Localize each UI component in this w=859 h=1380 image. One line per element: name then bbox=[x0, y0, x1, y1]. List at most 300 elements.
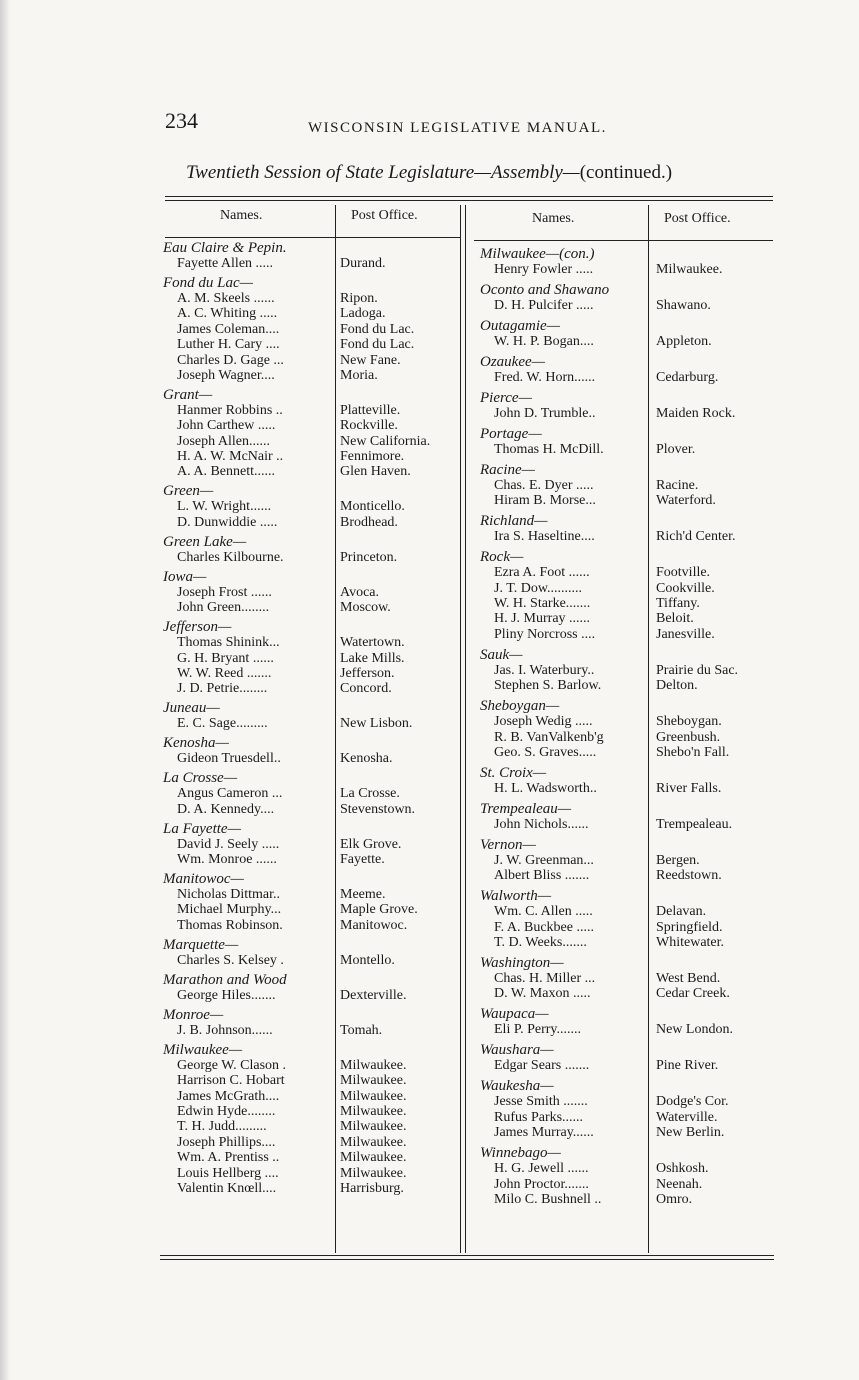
county-group bbox=[163, 1007, 463, 1038]
county-name: Pierce— bbox=[480, 389, 532, 406]
post-office: Kenosha. bbox=[340, 751, 393, 767]
county-group bbox=[480, 462, 780, 509]
member-name: G. H. Bryant ...... bbox=[177, 650, 274, 666]
county-group bbox=[480, 1006, 780, 1037]
post-office: Janesville. bbox=[656, 626, 715, 642]
post-office: Shebo'n Fall. bbox=[656, 744, 730, 760]
member-row bbox=[163, 651, 463, 666]
member-row bbox=[163, 368, 463, 383]
county-group bbox=[163, 770, 463, 817]
county-group bbox=[163, 275, 463, 383]
member-row bbox=[163, 681, 463, 696]
county-name: Washington— bbox=[480, 955, 564, 972]
top-rule-2 bbox=[165, 200, 773, 201]
member-row bbox=[480, 1094, 780, 1109]
post-office: Plover. bbox=[656, 441, 696, 457]
county-name: Walworth— bbox=[480, 888, 552, 905]
county-group bbox=[163, 1042, 463, 1197]
post-office: River Falls. bbox=[656, 780, 722, 796]
county-name: Fond du Lac— bbox=[163, 274, 253, 291]
member-name: D. Dunwiddie ..... bbox=[177, 514, 278, 530]
county-name: Kenosha— bbox=[163, 735, 229, 752]
member-row bbox=[163, 1073, 463, 1088]
member-row bbox=[163, 716, 463, 731]
member-name: Thomas H. McDill. bbox=[494, 441, 604, 457]
county-name: Juneau— bbox=[163, 700, 220, 717]
member-row bbox=[163, 306, 463, 321]
member-name: Joseph Wagner.... bbox=[177, 367, 275, 383]
member-name: Thomas Robinson. bbox=[177, 917, 283, 933]
post-office: Ladoga. bbox=[340, 306, 386, 322]
county-group bbox=[480, 354, 780, 385]
top-rule-1 bbox=[165, 196, 773, 197]
member-name: Michael Murphy... bbox=[177, 902, 282, 918]
member-row bbox=[163, 635, 463, 650]
member-name: Fred. W. Horn...... bbox=[494, 369, 596, 385]
member-row bbox=[163, 322, 463, 337]
member-name: Rufus Parks...... bbox=[494, 1109, 584, 1125]
member-name: W. W. Reed ....... bbox=[177, 665, 272, 681]
post-office: Milwaukee. bbox=[656, 262, 723, 277]
center-divider-2 bbox=[465, 205, 466, 1253]
member-name: J. T. Dow.......... bbox=[494, 580, 583, 596]
post-office: Monticello. bbox=[340, 499, 405, 515]
county-group bbox=[480, 888, 780, 950]
member-row bbox=[163, 256, 463, 271]
member-row bbox=[163, 434, 463, 449]
member-row bbox=[163, 1104, 463, 1119]
member-row bbox=[480, 1022, 780, 1037]
member-name: Charles D. Gage ... bbox=[177, 352, 284, 368]
member-name: H. L. Wadsworth.. bbox=[494, 780, 597, 796]
member-row bbox=[480, 1110, 780, 1125]
post-office: Platteville. bbox=[340, 402, 401, 418]
post-office: Meeme. bbox=[340, 887, 386, 903]
post-office: Jefferson. bbox=[340, 665, 395, 681]
county-group bbox=[480, 513, 780, 544]
county-name: La Crosse— bbox=[163, 770, 238, 787]
county-name: Sheboygan— bbox=[480, 698, 560, 715]
member-row bbox=[480, 406, 780, 421]
member-name: J. B. Johnson...... bbox=[177, 1022, 273, 1038]
county-name: Waushara— bbox=[480, 1042, 554, 1059]
county-group bbox=[163, 483, 463, 530]
county-name: Sauk— bbox=[480, 646, 523, 663]
member-row bbox=[480, 745, 780, 760]
member-row bbox=[480, 370, 780, 385]
county-group bbox=[480, 955, 780, 1002]
member-row bbox=[163, 1135, 463, 1150]
post-office: Ripon. bbox=[340, 290, 378, 306]
member-name: James Coleman.... bbox=[177, 321, 280, 337]
post-office: Footville. bbox=[656, 565, 711, 581]
post-office: Beloit. bbox=[656, 611, 694, 627]
member-row bbox=[480, 627, 780, 642]
county-group bbox=[163, 240, 463, 271]
county-group bbox=[480, 801, 780, 832]
county-name: Oconto and Shawano bbox=[480, 281, 610, 298]
running-head: WISCONSIN LEGISLATIVE MANUAL. bbox=[308, 120, 607, 136]
member-row bbox=[480, 493, 780, 508]
post-office: West Bend. bbox=[656, 971, 721, 987]
county-name: Green Lake— bbox=[163, 533, 247, 550]
member-name: John Carthew ..... bbox=[177, 418, 276, 434]
member-name: Geo. S. Graves..... bbox=[494, 744, 597, 760]
member-row bbox=[480, 920, 780, 935]
member-name: Luther H. Cary .... bbox=[177, 337, 280, 353]
member-row bbox=[480, 678, 780, 693]
member-row bbox=[480, 581, 780, 596]
member-name: Milo C. Bushnell .. bbox=[494, 1191, 602, 1207]
post-office: Maple Grove. bbox=[340, 902, 418, 918]
county-group bbox=[163, 735, 463, 766]
county-group bbox=[480, 837, 780, 884]
post-office: Cedar Creek. bbox=[656, 986, 730, 1002]
member-name: Joseph Allen...... bbox=[177, 433, 270, 449]
member-name: A. A. Bennett...... bbox=[177, 464, 275, 480]
post-office: Oshkosh. bbox=[656, 1161, 709, 1177]
member-row bbox=[480, 971, 780, 986]
member-row bbox=[480, 663, 780, 678]
member-row bbox=[163, 666, 463, 681]
table-title bbox=[186, 162, 672, 184]
post-office: Milwaukee. bbox=[340, 1103, 407, 1119]
post-office: Brodhead. bbox=[340, 514, 398, 530]
post-office: Manitowoc. bbox=[340, 917, 408, 933]
post-office: Durand. bbox=[340, 256, 386, 271]
member-name: D. W. Maxon ..... bbox=[494, 986, 591, 1002]
post-office: Fond du Lac. bbox=[340, 321, 415, 337]
county-name: Trempealeau— bbox=[480, 800, 572, 817]
member-row bbox=[480, 904, 780, 919]
member-row bbox=[480, 730, 780, 745]
member-row bbox=[163, 786, 463, 801]
post-office: New Lisbon. bbox=[340, 716, 413, 732]
member-name: Edgar Sears ....... bbox=[494, 1058, 590, 1074]
post-office: Trempealeau. bbox=[656, 816, 733, 832]
county-name: Jefferson— bbox=[163, 619, 232, 636]
member-row bbox=[480, 442, 780, 457]
county-name: La Fayette— bbox=[163, 820, 241, 837]
member-name: George W. Clason . bbox=[177, 1057, 287, 1073]
county-group bbox=[163, 937, 463, 968]
county-group bbox=[480, 1042, 780, 1073]
member-row bbox=[480, 1125, 780, 1140]
county-name: Milwaukee—(con.) bbox=[480, 246, 595, 262]
county-group bbox=[163, 972, 463, 1003]
member-row bbox=[163, 418, 463, 433]
page-edge-shadow bbox=[0, 0, 10, 1380]
post-office: Appleton. bbox=[656, 333, 712, 349]
post-office: Neenah. bbox=[656, 1176, 703, 1192]
member-row bbox=[480, 334, 780, 349]
county-name: St. Croix— bbox=[480, 764, 547, 781]
member-name: David J. Seely ..... bbox=[177, 836, 280, 852]
bottom-rule-2 bbox=[160, 1259, 774, 1260]
post-office: Watertown. bbox=[340, 635, 405, 651]
table-title-main: Twentieth Session of State Legislature—Assembly— bbox=[186, 162, 580, 183]
post-office: Dodge's Cor. bbox=[656, 1094, 729, 1110]
member-name: D. H. Pulcifer ..... bbox=[494, 297, 594, 313]
member-row bbox=[163, 550, 463, 565]
member-row bbox=[480, 262, 780, 277]
county-name: Waupaca— bbox=[480, 1006, 549, 1023]
post-office: Dexterville. bbox=[340, 987, 407, 1003]
member-name: Jesse Smith ....... bbox=[494, 1094, 588, 1110]
post-office: Springfield. bbox=[656, 919, 723, 935]
post-office: Cedarburg. bbox=[656, 369, 719, 385]
county-name: Green— bbox=[163, 483, 214, 500]
header-names-left: Names. bbox=[220, 208, 263, 223]
county-group bbox=[163, 821, 463, 868]
member-name: H. G. Jewell ...... bbox=[494, 1161, 589, 1177]
member-row bbox=[163, 852, 463, 867]
member-name: Hiram B. Morse... bbox=[494, 493, 596, 509]
post-office: Greenbush. bbox=[656, 729, 721, 745]
member-row bbox=[480, 565, 780, 580]
post-office: Avoca. bbox=[340, 584, 379, 600]
county-name: Marathon and Wood bbox=[163, 971, 287, 988]
member-row bbox=[480, 781, 780, 796]
post-office: New California. bbox=[340, 433, 431, 449]
member-row bbox=[163, 585, 463, 600]
member-row bbox=[163, 1119, 463, 1134]
member-row bbox=[163, 499, 463, 514]
member-name: Albert Bliss ....... bbox=[494, 868, 590, 884]
member-row bbox=[480, 853, 780, 868]
member-name: Joseph Phillips.... bbox=[177, 1134, 276, 1150]
left-column bbox=[163, 240, 463, 1200]
member-name: Henry Fowler ..... bbox=[494, 262, 594, 277]
post-office: Concord. bbox=[340, 681, 392, 697]
member-row bbox=[163, 337, 463, 352]
post-office: Glen Haven. bbox=[340, 464, 411, 480]
post-office: Tomah. bbox=[340, 1022, 383, 1038]
post-office: Moria. bbox=[340, 367, 378, 383]
member-name: Angus Cameron ... bbox=[177, 786, 283, 802]
member-row bbox=[163, 1181, 463, 1196]
member-row bbox=[163, 403, 463, 418]
member-row bbox=[163, 953, 463, 968]
post-office: Milwaukee. bbox=[340, 1119, 407, 1135]
member-name: H. A. W. McNair .. bbox=[177, 449, 284, 465]
post-office: Harrisburg. bbox=[340, 1180, 404, 1196]
member-name: A. M. Skeels ...... bbox=[177, 290, 275, 306]
county-name: Grant— bbox=[163, 386, 213, 403]
member-name: James Murray...... bbox=[494, 1125, 594, 1141]
member-row bbox=[163, 918, 463, 933]
member-name: Nicholas Dittmar.. bbox=[177, 887, 281, 903]
member-name: Charles Kilbourne. bbox=[177, 549, 284, 565]
member-row bbox=[163, 449, 463, 464]
post-office: Waterville. bbox=[656, 1109, 718, 1125]
member-name: T. D. Weeks....... bbox=[494, 935, 587, 951]
member-name: Thomas Shinink... bbox=[177, 635, 280, 651]
post-office: Milwaukee. bbox=[340, 1134, 407, 1150]
member-name: Gideon Truesdell.. bbox=[177, 751, 281, 767]
member-row bbox=[480, 529, 780, 544]
member-name: Chas. H. Miller ... bbox=[494, 971, 596, 987]
county-group bbox=[163, 700, 463, 731]
post-office: Milwaukee. bbox=[340, 1088, 407, 1104]
member-name: Stephen S. Barlow. bbox=[494, 678, 602, 694]
member-row bbox=[163, 1023, 463, 1038]
county-group bbox=[480, 698, 780, 760]
member-row bbox=[480, 1192, 780, 1207]
member-name: George Hiles....... bbox=[177, 987, 276, 1003]
post-office: Shawano. bbox=[656, 297, 711, 313]
member-name: Wm. A. Prentiss .. bbox=[177, 1150, 280, 1166]
member-row bbox=[480, 1161, 780, 1176]
member-row bbox=[480, 1058, 780, 1073]
county-name: Outagamie— bbox=[480, 317, 560, 334]
member-name: Harrison C. Hobart bbox=[177, 1073, 285, 1089]
table-title-continued: (continued.) bbox=[579, 162, 673, 183]
member-name: W. H. P. Bogan.... bbox=[494, 333, 594, 349]
county-name: Winnebago— bbox=[480, 1145, 561, 1162]
county-name: Portage— bbox=[480, 425, 542, 442]
post-office: Rich'd Center. bbox=[656, 529, 736, 545]
member-row bbox=[163, 902, 463, 917]
post-office: Cookville. bbox=[656, 580, 715, 596]
member-name: J. D. Petrie........ bbox=[177, 681, 268, 697]
member-row bbox=[163, 600, 463, 615]
post-office: Fond du Lac. bbox=[340, 337, 415, 353]
post-office: Montello. bbox=[340, 952, 395, 968]
county-name: Monroe— bbox=[163, 1006, 224, 1023]
member-row bbox=[163, 837, 463, 852]
member-row bbox=[163, 802, 463, 817]
member-name: James McGrath.... bbox=[177, 1088, 280, 1104]
post-office: Waterford. bbox=[656, 493, 716, 509]
member-name: Jas. I. Waterbury.. bbox=[494, 662, 595, 678]
county-group bbox=[163, 569, 463, 616]
member-row bbox=[480, 817, 780, 832]
county-group bbox=[480, 282, 780, 313]
member-name: Joseph Wedig ..... bbox=[494, 714, 593, 730]
member-name: T. H. Judd......... bbox=[177, 1119, 267, 1135]
member-row bbox=[163, 887, 463, 902]
post-office: Prairie du Sac. bbox=[656, 662, 739, 678]
county-group bbox=[163, 534, 463, 565]
member-name: Chas. E. Dyer ..... bbox=[494, 477, 594, 493]
county-name: Richland— bbox=[480, 513, 548, 530]
post-office: Elk Grove. bbox=[340, 836, 402, 852]
post-office: Pine River. bbox=[656, 1058, 719, 1074]
member-name: D. A. Kennedy.... bbox=[177, 801, 275, 817]
post-office: Milwaukee. bbox=[340, 1057, 407, 1073]
county-name: Manitowoc— bbox=[163, 871, 244, 888]
member-name: Wm. Monroe ...... bbox=[177, 852, 277, 868]
county-group bbox=[480, 426, 780, 457]
member-row bbox=[163, 1150, 463, 1165]
county-group bbox=[480, 318, 780, 349]
member-row bbox=[163, 1166, 463, 1181]
member-name: W. H. Starke....... bbox=[494, 596, 591, 612]
post-office: Delton. bbox=[656, 678, 698, 694]
post-office: Stevenstown. bbox=[340, 801, 416, 817]
county-name: Marquette— bbox=[163, 936, 239, 953]
bottom-rule-1 bbox=[160, 1255, 774, 1256]
header-postoffice-right: Post Office. bbox=[664, 211, 731, 226]
member-name: John Proctor....... bbox=[494, 1176, 589, 1192]
post-office: Milwaukee. bbox=[340, 1165, 407, 1181]
member-name: Ezra A. Foot ...... bbox=[494, 565, 590, 581]
member-name: Wm. C. Allen ..... bbox=[494, 904, 593, 920]
member-name: L. W. Wright...... bbox=[177, 499, 272, 515]
post-office: Rockville. bbox=[340, 418, 398, 434]
member-name: John Nichols...... bbox=[494, 816, 589, 832]
county-group bbox=[480, 549, 780, 642]
member-name: John D. Trumble.. bbox=[494, 405, 596, 421]
member-row bbox=[163, 751, 463, 766]
member-name: Charles S. Kelsey . bbox=[177, 952, 284, 968]
member-row bbox=[163, 1089, 463, 1104]
member-name: J. W. Greenman... bbox=[494, 852, 594, 868]
member-row bbox=[163, 515, 463, 530]
post-office: Fayette. bbox=[340, 852, 385, 868]
county-group bbox=[480, 390, 780, 421]
county-name: Iowa— bbox=[163, 568, 207, 585]
right-column bbox=[480, 246, 780, 1212]
page-number: 234 bbox=[165, 108, 198, 133]
county-name: Milwaukee— bbox=[163, 1041, 243, 1058]
county-name: Eau Claire & Pepin. bbox=[163, 240, 287, 256]
member-name: Joseph Frost ...... bbox=[177, 584, 272, 600]
header-rule-left bbox=[165, 237, 460, 238]
member-row bbox=[480, 298, 780, 313]
post-office: Milwaukee. bbox=[340, 1073, 407, 1089]
member-row bbox=[163, 464, 463, 479]
county-name: Waukesha— bbox=[480, 1078, 554, 1095]
county-group bbox=[480, 647, 780, 694]
post-office: Sheboygan. bbox=[656, 714, 722, 730]
post-office: Fennimore. bbox=[340, 449, 405, 465]
county-group bbox=[163, 387, 463, 480]
post-office: Whitewater. bbox=[656, 935, 725, 951]
county-group bbox=[480, 246, 780, 277]
member-name: E. C. Sage......... bbox=[177, 716, 268, 732]
member-name: Valentin Knœll.... bbox=[177, 1180, 277, 1196]
member-row bbox=[480, 986, 780, 1001]
member-row bbox=[163, 291, 463, 306]
post-office: La Crosse. bbox=[340, 786, 400, 802]
member-row bbox=[480, 868, 780, 883]
county-name: Vernon— bbox=[480, 836, 536, 853]
member-name: John Green........ bbox=[177, 600, 270, 616]
member-row bbox=[163, 988, 463, 1003]
member-name: Edwin Hyde........ bbox=[177, 1103, 276, 1119]
post-office: Delavan. bbox=[656, 904, 707, 920]
member-name: A. C. Whiting ..... bbox=[177, 306, 278, 322]
member-row bbox=[480, 935, 780, 950]
post-office: Milwaukee. bbox=[340, 1150, 407, 1166]
county-group bbox=[480, 765, 780, 796]
post-office: New Fane. bbox=[340, 352, 401, 368]
post-office: Maiden Rock. bbox=[656, 405, 736, 421]
county-group bbox=[480, 1078, 780, 1140]
member-name: R. B. VanValkenb'g bbox=[494, 729, 604, 745]
header-postoffice-left: Post Office. bbox=[351, 208, 418, 223]
member-name: Eli P. Perry....... bbox=[494, 1022, 581, 1038]
county-name: Rock— bbox=[480, 549, 524, 566]
post-office: New London. bbox=[656, 1022, 733, 1038]
member-name: Fayette Allen ..... bbox=[177, 256, 274, 271]
post-office: Bergen. bbox=[656, 852, 700, 868]
member-name: Hanmer Robbins .. bbox=[177, 402, 283, 418]
post-office: New Berlin. bbox=[656, 1125, 725, 1141]
member-row bbox=[480, 596, 780, 611]
